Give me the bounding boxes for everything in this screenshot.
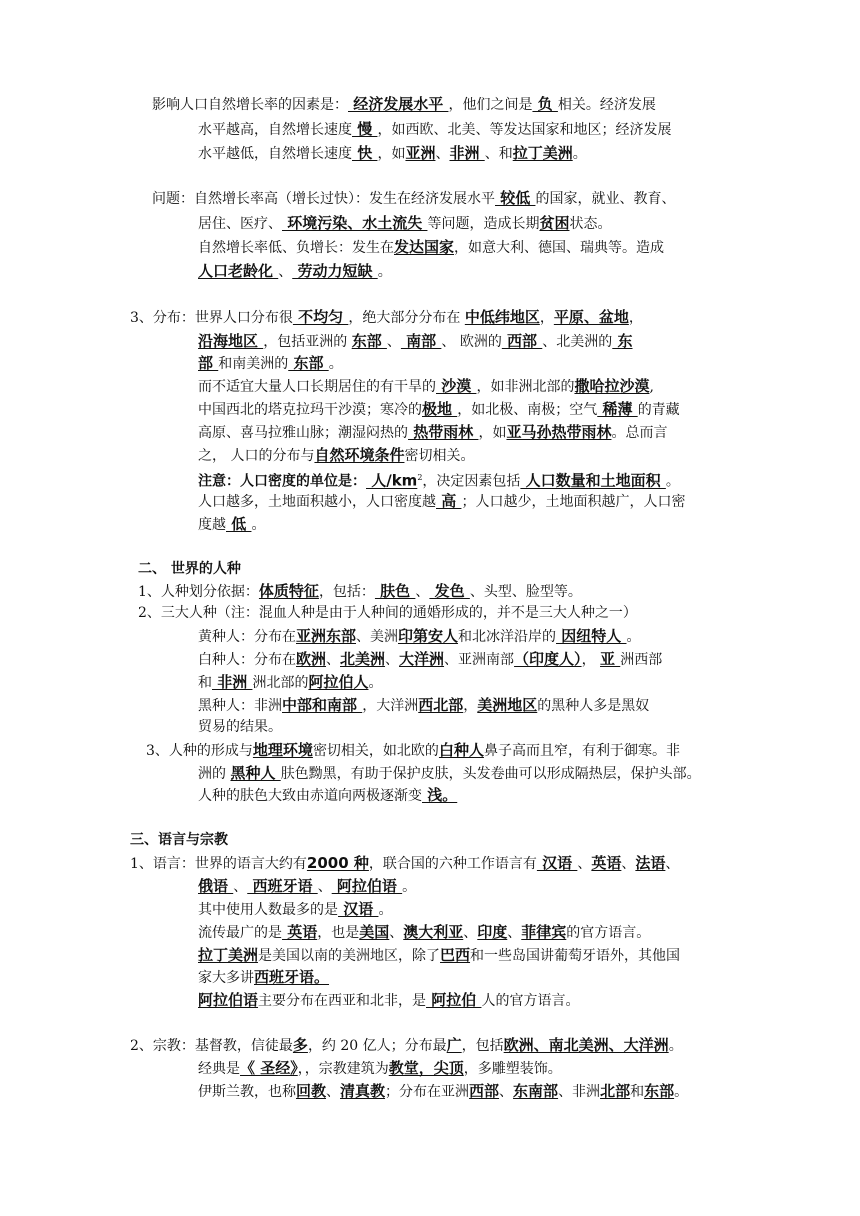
- answer-fill: 阿拉伯人: [308, 673, 369, 691]
- text-line: [198, 922, 650, 943]
- answer-fill: 大洋洲: [399, 650, 445, 668]
- text-line: [198, 717, 282, 737]
- answer-fill: 亚马孙热带雨林: [506, 423, 612, 441]
- text-line: [198, 899, 392, 920]
- answer-fill: 广: [446, 1036, 462, 1054]
- text-line: [138, 603, 637, 623]
- text-line: [198, 422, 667, 443]
- text-segment: 。: [674, 1084, 689, 1100]
- answer-fill: 人/km: [366, 471, 418, 490]
- answer-fill: 非洲: [212, 673, 253, 691]
- text-segment: 人的官方语言。: [481, 993, 580, 1009]
- text-segment: 洲北部的: [252, 675, 309, 691]
- text-segment: 、: [621, 856, 636, 872]
- text-line: [198, 353, 343, 374]
- answer-fill: （印度人）: [514, 650, 582, 668]
- answer-fill: 热带雨林: [408, 423, 479, 441]
- text-segment: 、: [435, 146, 450, 162]
- text-segment: 人口越多，土地面积越小，人口密度越: [198, 494, 436, 510]
- text-segment: 和: [630, 1084, 645, 1100]
- text-line: [198, 514, 265, 535]
- answer-fill: 肤色: [374, 582, 416, 600]
- text-segment: 。: [626, 629, 641, 645]
- answer-fill: 发达国家: [394, 238, 455, 256]
- text-segment: 白种人：分布在: [198, 652, 296, 668]
- text-segment: 。: [668, 1038, 683, 1054]
- text-line: [198, 331, 633, 352]
- answer-fill: 西部: [501, 332, 543, 350]
- answer-fill: 亚: [600, 650, 621, 668]
- text-segment: 1、人种划分依据：: [138, 584, 259, 600]
- answer-fill: 英语: [591, 854, 622, 872]
- text-line: [198, 491, 685, 512]
- text-segment: 家大多讲: [198, 970, 254, 986]
- text-segment: 自然增长率低、负增长：发生在: [198, 240, 394, 256]
- text-segment: ，如非洲北部的: [476, 379, 575, 395]
- answer-fill: 俄语: [198, 877, 234, 895]
- text-segment: 、: [326, 1084, 341, 1100]
- text-segment: ；分布在亚洲: [385, 1084, 470, 1100]
- text-segment: ，，宗教建筑为: [297, 1061, 389, 1077]
- text-segment: 1、语言：世界的语言大约有: [130, 856, 307, 872]
- text-segment: 中国西北的塔克拉玛干沙漠；寒冷的: [198, 402, 422, 418]
- text-segment: 、: [507, 925, 522, 941]
- answer-fill: 非洲: [449, 144, 485, 162]
- answer-fill: 经济发展水平: [348, 95, 449, 113]
- text-segment: 之， 人口的分布与: [198, 448, 315, 464]
- text-segment: 。: [328, 356, 343, 372]
- answer-fill: 北美洲: [340, 650, 386, 668]
- text-line: [130, 853, 679, 874]
- text-segment: 2、三大人种（注：混血人种是由于人种间的通婚形成的，并不是三大人种之一）: [138, 605, 637, 621]
- text-segment: 、: [233, 879, 248, 895]
- text-segment: 肤色黝黑，有助于保护皮肤，头发卷曲可以形成隔热层，保护头部。: [280, 766, 701, 782]
- text-segment: 的青藏: [637, 402, 680, 418]
- answer-fill: 北部: [600, 1082, 631, 1100]
- answer-fill: 亚洲东部: [296, 627, 357, 645]
- answer-fill: 拉丁美洲: [198, 946, 259, 964]
- text-line: [198, 990, 579, 1011]
- text-segment: 水平越低，自然增长速度: [198, 146, 352, 162]
- answer-fill: 东: [612, 332, 633, 350]
- text-segment: 、北美洲的: [542, 334, 613, 350]
- answer-fill: 浅。: [422, 786, 458, 804]
- text-segment: 。: [572, 146, 587, 162]
- text-segment: 2: [417, 473, 423, 482]
- text-segment: 洲的: [198, 766, 231, 782]
- text-line: [198, 1081, 688, 1102]
- answer-fill: 不均匀: [292, 308, 349, 326]
- text-segment: 人种的肤色大致由赤道向两极逐渐变: [198, 788, 422, 804]
- text-segment: ，包括: [461, 1038, 504, 1054]
- text-line: [130, 1035, 683, 1056]
- answer-fill: 人口数量和土地面积: [520, 471, 666, 490]
- text-segment: 流传最广的是: [198, 925, 282, 941]
- answer-fill: 地理环境: [252, 741, 313, 759]
- answer-fill: 西北部: [418, 696, 464, 714]
- text-line: [138, 559, 241, 579]
- answer-fill: 阿拉伯语: [331, 877, 403, 895]
- text-segment: 和一些岛国讲葡萄牙语外，其他国: [470, 948, 681, 964]
- text-line: [198, 626, 640, 647]
- text-segment: 3、分布：世界人口分布很: [130, 310, 293, 326]
- text-line: [152, 94, 656, 115]
- text-segment: 其中使用人数最多的是: [198, 902, 338, 918]
- answer-fill: 美国: [359, 923, 390, 941]
- text-segment: ，如: [377, 146, 406, 162]
- text-line: [198, 876, 416, 897]
- text-segment: 、: [499, 1084, 514, 1100]
- text-line: [146, 740, 680, 761]
- text-segment: ，多雕塑装饰。: [463, 1061, 562, 1077]
- answer-fill: 慢: [352, 120, 378, 138]
- text-line: [130, 830, 228, 850]
- text-segment: 、 欧洲的: [441, 334, 502, 350]
- answer-fill: 中低纬地区: [464, 308, 540, 326]
- text-segment: 和南美洲的: [218, 356, 289, 372]
- text-segment: 密切相关。: [404, 448, 475, 464]
- text-line: [198, 1058, 562, 1079]
- text-segment: 3、人种的形成与: [146, 743, 253, 759]
- answer-fill: 西班牙语。: [254, 968, 330, 986]
- text-segment: 。: [368, 675, 383, 691]
- text-segment: ，大洋洲: [362, 698, 419, 714]
- answer-fill: 教堂，尖顶: [388, 1059, 464, 1077]
- text-segment: ；人口越少，土地面积越广，人口密: [461, 494, 686, 510]
- text-line: [198, 119, 671, 140]
- text-segment: 、: [577, 856, 592, 872]
- text-line: [198, 945, 680, 966]
- text-segment: 等问题，造成长期: [427, 216, 540, 232]
- text-segment: 。: [377, 264, 392, 280]
- text-segment: 的黑种人多是黑奴: [537, 698, 650, 714]
- text-segment: 的官方语言。: [566, 925, 651, 941]
- answer-fill: 自然环境条件: [314, 446, 405, 464]
- text-segment: 、亚洲南部: [444, 652, 515, 668]
- text-segment: 密切相关，如北欧的: [312, 743, 439, 759]
- answer-fill: 法语: [635, 854, 666, 872]
- answer-fill: 快: [352, 144, 378, 162]
- text-segment: ，包括亚洲的: [263, 334, 352, 350]
- answer-fill: 印度: [477, 923, 508, 941]
- text-segment: 2、宗教：基督教，信徒最: [130, 1038, 293, 1054]
- text-segment: 。: [251, 517, 266, 533]
- text-segment: 水平越高，自然增长速度: [198, 122, 352, 138]
- text-segment: ，如意大利、德国、瑞典等。造成: [454, 240, 665, 256]
- text-segment: 、: [463, 925, 478, 941]
- answer-fill: 沙漠: [436, 377, 477, 395]
- answer-fill: 汉语: [338, 900, 379, 918]
- answer-fill: 部: [198, 354, 219, 372]
- answer-fill: 较低: [495, 189, 536, 207]
- text-line: [198, 695, 649, 716]
- text-segment: 和: [198, 675, 212, 691]
- text-line: [152, 188, 675, 209]
- text-segment: 影响人口自然增长率的因素是：: [152, 97, 348, 113]
- answer-fill: 高: [436, 492, 462, 510]
- answer-fill: 环境污染、水土流失: [282, 214, 428, 232]
- text-segment: 、美洲: [356, 629, 399, 645]
- text-line: [198, 672, 382, 693]
- answer-fill: 回教: [296, 1082, 327, 1100]
- text-line: [198, 261, 392, 282]
- text-segment: 、: [385, 652, 400, 668]
- text-segment: 相关。经济发展: [557, 97, 656, 113]
- answer-fill: 汉语: [536, 854, 578, 872]
- text-line: [198, 785, 457, 806]
- answer-fill: 低: [226, 515, 252, 533]
- text-segment: ，联合国的六种工作语言有: [368, 856, 537, 872]
- answer-fill: 负: [532, 95, 558, 113]
- answer-fill: 2000 种: [306, 854, 369, 872]
- answer-fill: 劳动力短缺: [292, 262, 378, 280]
- answer-fill: 美洲地区: [477, 696, 538, 714]
- text-segment: 。总而言: [611, 425, 668, 441]
- text-line: [198, 143, 587, 164]
- text-segment: ，他们之间是: [448, 97, 533, 113]
- answer-fill: 体质特征: [258, 582, 319, 600]
- text-segment: ，如: [478, 425, 507, 441]
- text-segment: 居住、医疗、: [198, 216, 282, 232]
- text-segment: ，绝大部分分布在: [348, 310, 465, 326]
- answer-fill: 西班牙语: [247, 877, 318, 895]
- text-segment: 黄种人：分布在: [198, 629, 296, 645]
- answer-fill: 多: [292, 1036, 308, 1054]
- text-segment: ,: [649, 379, 654, 395]
- text-segment: 、: [326, 652, 341, 668]
- answer-fill: 稀薄: [597, 400, 638, 418]
- answer-fill: 东部: [351, 332, 387, 350]
- text-line: [198, 213, 611, 234]
- answer-fill: 沿海地区: [198, 332, 264, 350]
- text-line: [198, 649, 662, 670]
- text-segment: 问题：自然增长率高（增长过快）：发生在经济发展水平: [152, 191, 495, 207]
- answer-fill: 发色: [429, 582, 470, 600]
- text-segment: 状态。: [569, 216, 612, 232]
- answer-fill: 黑种人: [230, 764, 281, 782]
- answer-fill: 欧洲、南北美洲、大洋洲: [503, 1036, 669, 1054]
- answer-fill: 南部: [400, 332, 442, 350]
- answer-fill: 拉丁美洲: [512, 144, 573, 162]
- answer-fill: 东部: [288, 354, 329, 372]
- text-line: [198, 763, 701, 784]
- answer-fill: 白种人: [438, 741, 484, 759]
- answer-fill: 贫困: [539, 214, 570, 232]
- text-segment: 、非洲: [558, 1084, 601, 1100]
- text-line: [198, 376, 654, 397]
- text-segment: ，: [463, 698, 478, 714]
- text-segment: ，约 20 亿人；分布最: [307, 1038, 447, 1054]
- answer-fill: 东部: [644, 1082, 675, 1100]
- text-line: [130, 307, 643, 328]
- text-line: [198, 445, 474, 466]
- section-heading: 三、语言与宗教: [130, 832, 228, 848]
- text-segment: 、: [317, 879, 332, 895]
- answer-fill: 东南部: [513, 1082, 559, 1100]
- text-segment: 、: [389, 925, 404, 941]
- answer-fill: 平原、盆地: [553, 308, 629, 326]
- text-segment: 和北冰洋沿岸的: [458, 629, 557, 645]
- answer-fill: 撒哈拉沙漠: [574, 377, 650, 395]
- text-segment: 度越: [198, 517, 226, 533]
- text-segment: ，包括：: [318, 584, 375, 600]
- answer-fill: 欧洲: [296, 650, 327, 668]
- text-line: [198, 967, 329, 988]
- text-segment: 经典是: [198, 1061, 240, 1077]
- text-segment: 的国家，就业、教育、: [535, 191, 676, 207]
- text-segment: ，: [628, 310, 643, 326]
- answer-fill: 因纽特人: [556, 627, 627, 645]
- text-segment: 。: [402, 879, 417, 895]
- text-segment: 、和: [484, 146, 513, 162]
- text-segment: 、: [386, 334, 401, 350]
- text-segment: ，决定因素包括: [422, 473, 521, 490]
- text-segment: 主要分布在西亚和北非，是: [258, 993, 427, 1009]
- answer-fill: 西部: [469, 1082, 500, 1100]
- answer-fill: 阿拉伯语: [198, 991, 259, 1009]
- text-segment: 、: [415, 584, 430, 600]
- section-heading: 二、 世界的人种: [138, 561, 241, 577]
- answer-fill: 亚洲: [405, 144, 436, 162]
- text-segment: 伊斯兰教，也称: [198, 1084, 296, 1100]
- answer-fill: 中部和南部: [282, 696, 363, 714]
- text-line: [198, 468, 680, 492]
- answer-fill: 澳大利亚: [403, 923, 464, 941]
- text-segment: 鼻子高而且窄，有利于御寒。非: [483, 743, 680, 759]
- answer-fill: 《 圣经》: [240, 1059, 298, 1077]
- answer-fill: 阿拉伯: [426, 991, 482, 1009]
- answer-fill: 菲律宾: [521, 923, 567, 941]
- text-segment: 高原、喜马拉雅山脉；潮湿闷热的: [198, 425, 408, 441]
- answer-fill: 清真教: [340, 1082, 386, 1100]
- text-segment: 。: [665, 473, 680, 490]
- text-segment: 、: [278, 264, 293, 280]
- text-segment: 、: [665, 856, 680, 872]
- answer-fill: 英语: [282, 923, 318, 941]
- answer-fill: 人口老龄化: [198, 262, 279, 280]
- text-line: [198, 237, 664, 258]
- text-segment: 洲西部: [620, 652, 663, 668]
- text-segment: ，如西欧、北美、等发达国家和地区；经济发展: [377, 122, 672, 138]
- text-line: [138, 581, 582, 602]
- text-segment: 、头型、脸型等。: [469, 584, 582, 600]
- text-segment: 。: [378, 902, 393, 918]
- answer-fill: 印第安人: [398, 627, 459, 645]
- text-line: [198, 399, 680, 420]
- text-segment: 黑种人：非洲: [198, 698, 282, 714]
- text-segment: ，: [581, 652, 601, 668]
- text-segment: ，也是: [317, 925, 360, 941]
- text-segment: 贸易的结果。: [198, 719, 282, 735]
- answer-fill: 巴西: [440, 946, 471, 964]
- text-segment: 注意：人口密度的单位是：: [198, 473, 366, 490]
- text-segment: 是美国以南的美洲地区，除了: [258, 948, 441, 964]
- text-segment: 而不适宜大量人口长期居住的有干旱的: [198, 379, 436, 395]
- text-segment: ，如北极、南极；空气: [457, 402, 598, 418]
- text-segment: ，: [539, 310, 554, 326]
- answer-fill: 极地: [422, 400, 458, 418]
